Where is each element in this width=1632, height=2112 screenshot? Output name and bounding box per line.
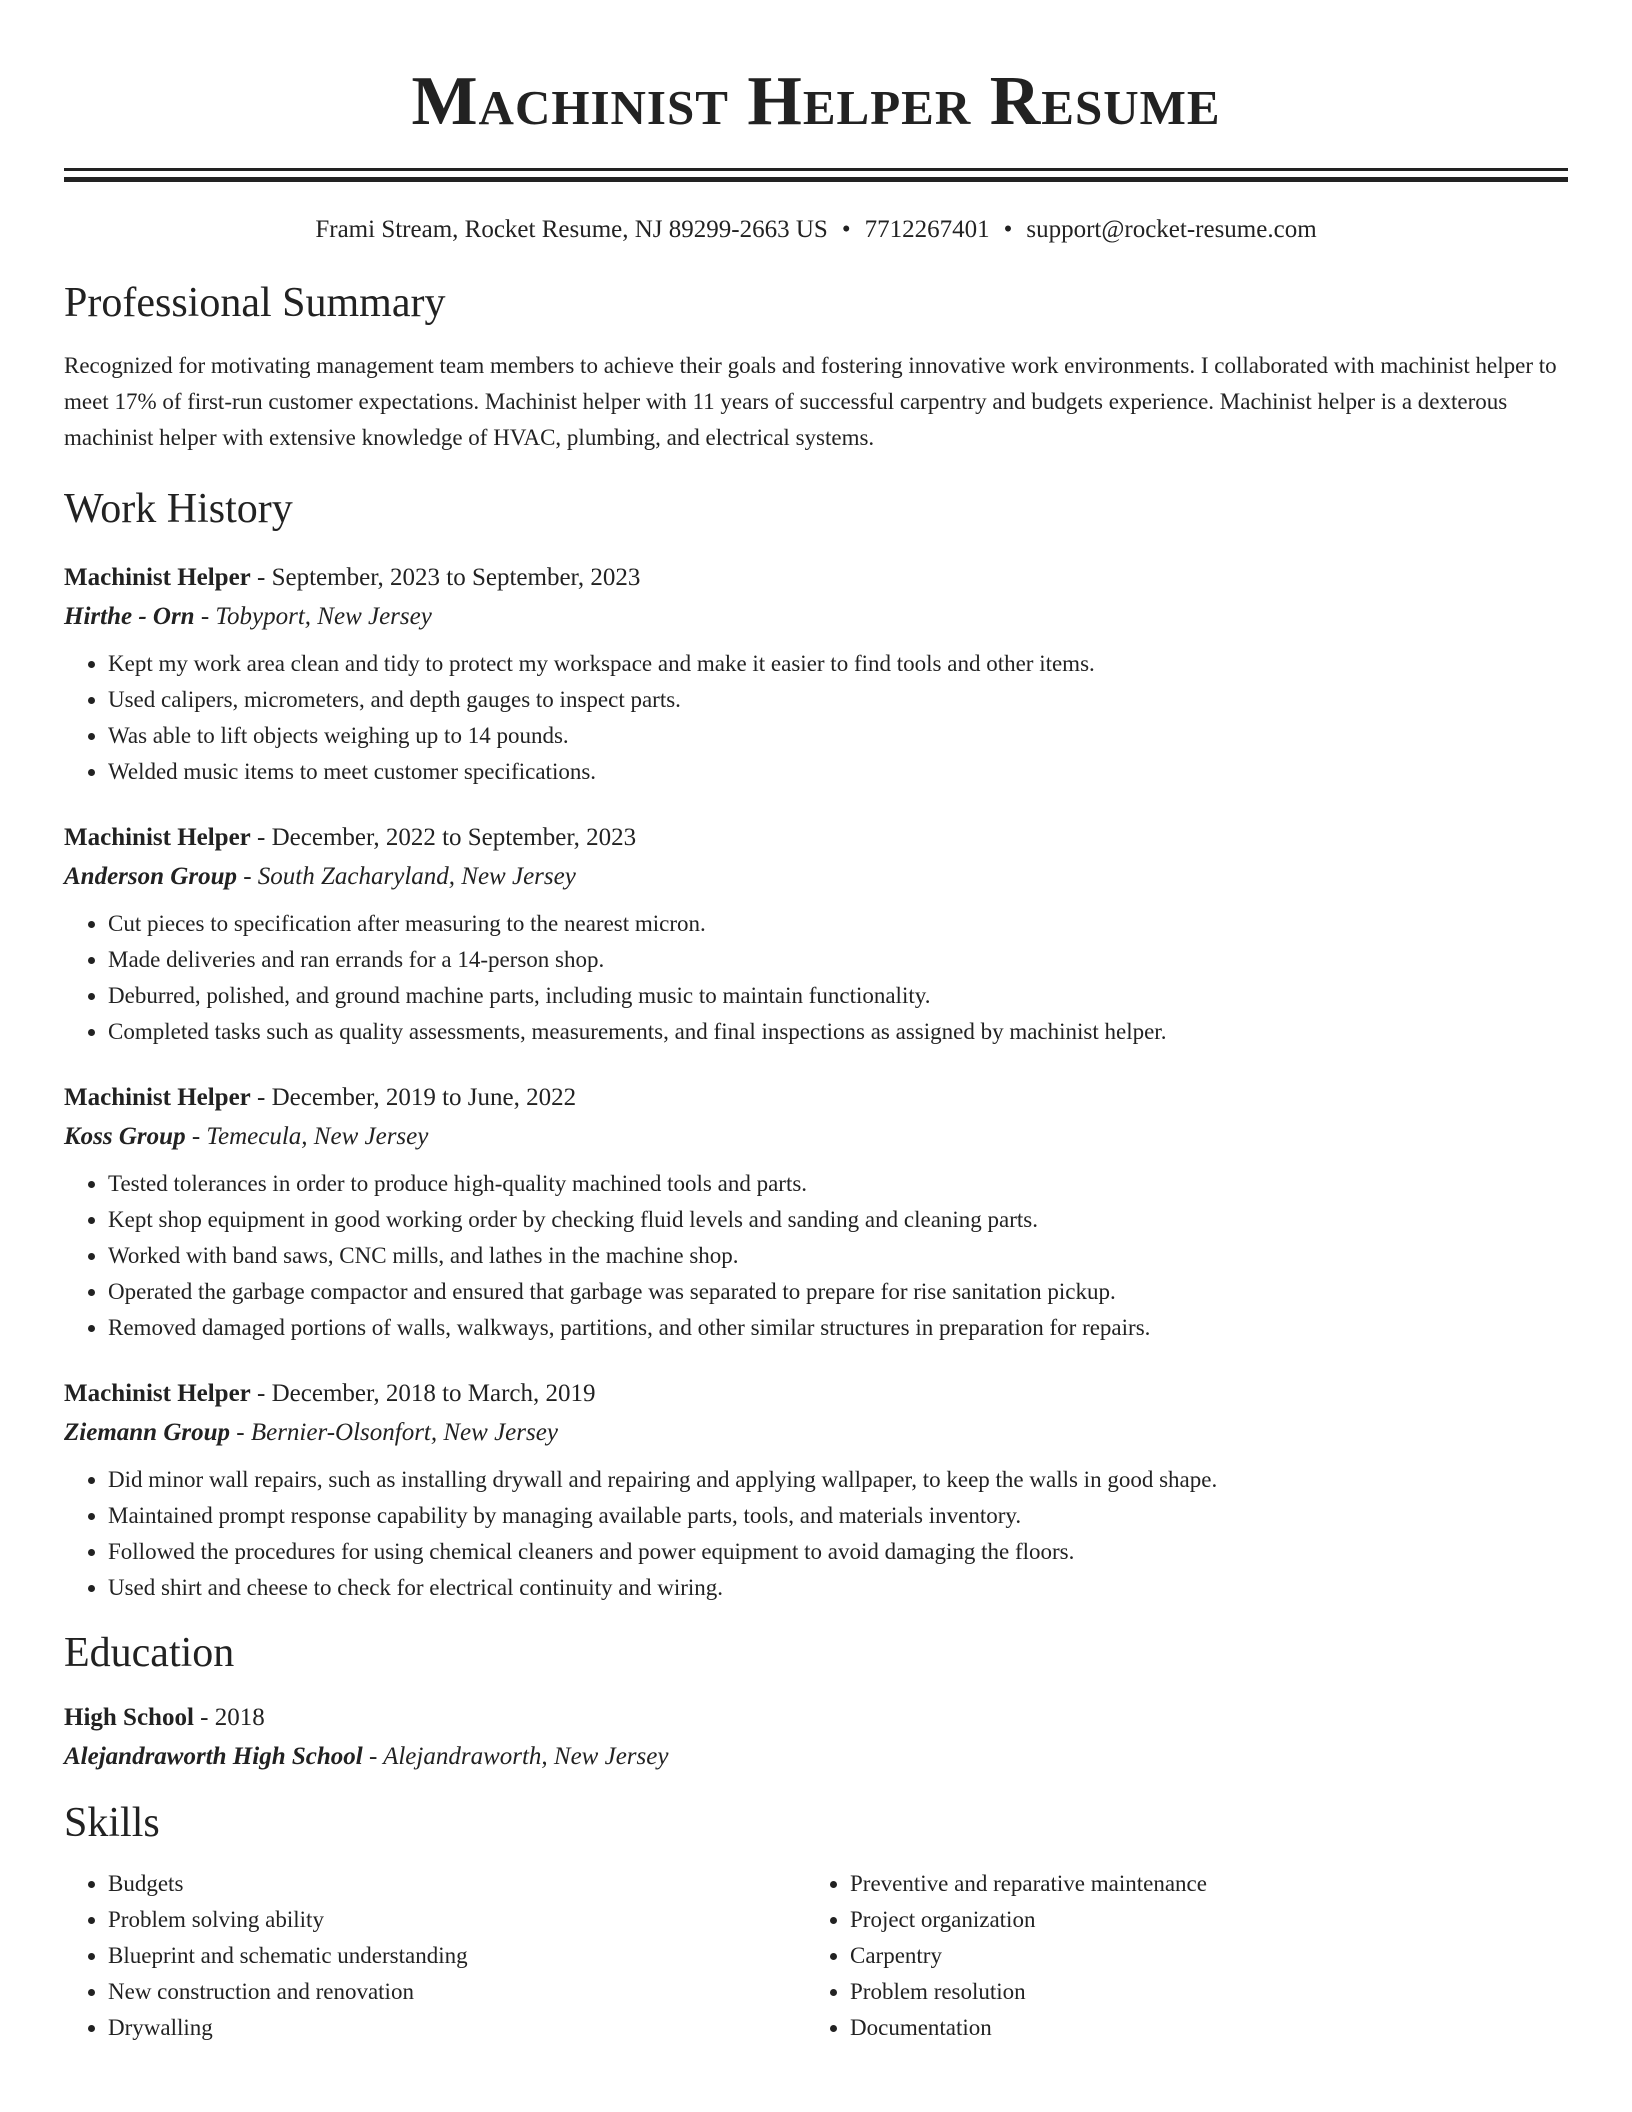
education-location: - Alejandraworth, New Jersey bbox=[362, 1743, 669, 1770]
job-company-line bbox=[64, 1118, 1568, 1156]
work-history-heading: Work History bbox=[64, 486, 293, 532]
job-bullet: • Maintained prompt response capability by managing available parts, tools, and materials inventory. bbox=[108, 1498, 1568, 1534]
skill-item: • Problem solving ability bbox=[108, 1902, 806, 1938]
job-company-line bbox=[64, 858, 1568, 896]
skill-item: • New construction and renovation bbox=[108, 1974, 806, 2010]
skill-item: • Problem resolution bbox=[850, 1974, 1548, 2010]
job-company-line bbox=[64, 598, 1568, 636]
job-title-line bbox=[64, 818, 1568, 858]
skill-item: • Carpentry bbox=[850, 1938, 1548, 1974]
skill-item: • Blueprint and schematic understanding bbox=[108, 1938, 806, 1974]
job-bullet: • Made deliveries and ran errands for a 14-person shop. bbox=[108, 942, 1568, 978]
summary-heading: Professional Summary bbox=[64, 280, 446, 326]
contact-address: Frami Stream, Rocket Resume, NJ 89299-2663 US bbox=[315, 216, 828, 243]
education-heading: Education bbox=[64, 1630, 235, 1676]
resume-title: Machinist Helper Resume bbox=[411, 63, 1221, 140]
job-bullet-list bbox=[64, 1462, 1568, 1606]
title-divider-top bbox=[64, 168, 1568, 171]
education-school: Alejandraworth High School bbox=[64, 1743, 363, 1770]
contact-separator: • bbox=[1003, 216, 1013, 243]
contact-phone: 7712267401 bbox=[864, 216, 990, 243]
job-bullet: • Was able to lift objects weighing up to 14 pounds. bbox=[108, 718, 1568, 754]
skills-column-left bbox=[64, 1866, 806, 2046]
job-bullet: • Kept my work area clean and tidy to protect my workspace and make it easier to find tools and other items. bbox=[108, 646, 1568, 682]
skill-item: • Project organization bbox=[850, 1902, 1548, 1938]
job-company: Anderson Group bbox=[64, 863, 237, 890]
skills-heading: Skills bbox=[64, 1800, 160, 1846]
skill-item: • Drywalling bbox=[108, 2010, 806, 2046]
job-title-line bbox=[64, 558, 1568, 598]
education-school-line bbox=[64, 1738, 1568, 1776]
job-dates: - December, 2018 to March, 2019 bbox=[250, 1380, 596, 1407]
job-title-line bbox=[64, 1374, 1568, 1414]
job-bullet: • Did minor wall repairs, such as installing drywall and repairing and applying wallpaper, to keep the walls in good shape. bbox=[108, 1462, 1568, 1498]
contact-line bbox=[64, 212, 1568, 248]
education-entry bbox=[64, 1698, 1568, 1776]
work-history-list bbox=[64, 558, 1568, 1606]
resume-page bbox=[64, 0, 1568, 2046]
skill-item: • Budgets bbox=[108, 1866, 806, 1902]
job-bullet: • Completed tasks such as quality assessments, measurements, and final inspections as assigned by machinist helper. bbox=[108, 1014, 1568, 1050]
contact-email: support@rocket-resume.com bbox=[1026, 216, 1317, 243]
job-bullet-list bbox=[64, 1166, 1568, 1346]
job-bullet: • Tested tolerances in order to produce high-quality machined tools and parts. bbox=[108, 1166, 1568, 1202]
job-company-line bbox=[64, 1414, 1568, 1452]
job-entry bbox=[64, 1078, 1568, 1346]
skills-column-right bbox=[806, 1866, 1548, 2046]
job-bullet: • Kept shop equipment in good working order by checking fluid levels and sanding and cleaning parts. bbox=[108, 1202, 1568, 1238]
job-entry bbox=[64, 818, 1568, 1050]
job-company: Ziemann Group bbox=[64, 1419, 231, 1446]
job-title: Machinist Helper bbox=[64, 1084, 251, 1111]
job-bullet: • Used shirt and cheese to check for electrical continuity and wiring. bbox=[108, 1570, 1568, 1606]
job-title-line bbox=[64, 1078, 1568, 1118]
job-bullet: • Used calipers, micrometers, and depth gauges to inspect parts. bbox=[108, 682, 1568, 718]
job-bullet: • Worked with band saws, CNC mills, and lathes in the machine shop. bbox=[108, 1238, 1568, 1274]
job-bullet: • Operated the garbage compactor and ensured that garbage was separated to prepare for rise sanitation pickup. bbox=[108, 1274, 1568, 1310]
job-bullet: • Followed the procedures for using chemical cleaners and power equipment to avoid damaging the floors. bbox=[108, 1534, 1568, 1570]
title-divider-bottom bbox=[64, 177, 1568, 182]
education-degree-line bbox=[64, 1698, 1568, 1738]
job-dates: - December, 2022 to September, 2023 bbox=[250, 824, 637, 851]
job-title: Machinist Helper bbox=[64, 564, 251, 591]
job-dates: - September, 2023 to September, 2023 bbox=[250, 564, 641, 591]
skill-item: • Documentation bbox=[850, 2010, 1548, 2046]
job-bullet: • Removed damaged portions of walls, walkways, partitions, and other similar structures in preparation for repairs. bbox=[108, 1310, 1568, 1346]
job-entry bbox=[64, 558, 1568, 790]
job-company: Hirthe - Orn bbox=[64, 603, 195, 630]
job-bullet: • Cut pieces to specification after measuring to the nearest micron. bbox=[108, 906, 1568, 942]
job-title: Machinist Helper bbox=[64, 824, 251, 851]
job-entry bbox=[64, 1374, 1568, 1606]
job-location: - South Zacharyland, New Jersey bbox=[236, 863, 576, 890]
skill-item: • Preventive and reparative maintenance bbox=[850, 1866, 1548, 1902]
education-degree: High School bbox=[64, 1704, 194, 1731]
job-dates: - December, 2019 to June, 2022 bbox=[250, 1084, 577, 1111]
job-bullet-list bbox=[64, 646, 1568, 790]
job-location: - Tobyport, New Jersey bbox=[194, 603, 432, 630]
job-location: - Bernier-Olsonfort, New Jersey bbox=[230, 1419, 558, 1446]
job-location: - Temecula, New Jersey bbox=[185, 1123, 429, 1150]
job-bullet-list bbox=[64, 906, 1568, 1050]
summary-text: Recognized for motivating management team members to achieve their goals and fostering innovative work environments. I collaborated with machinist helper to meet 17% of first-run customer expectations. Machinist helper with 11 years of successful carpentry and budgets experience. Machinist helper is a dexterous machinist helper with extensive knowledge of HVAC, plumbing, and electrical systems. bbox=[64, 353, 1557, 450]
job-company: Koss Group bbox=[64, 1123, 186, 1150]
education-year: - 2018 bbox=[193, 1704, 265, 1731]
job-title: Machinist Helper bbox=[64, 1380, 251, 1407]
job-bullet: • Welded music items to meet customer specifications. bbox=[108, 754, 1568, 790]
contact-separator: • bbox=[841, 216, 851, 243]
job-bullet: • Deburred, polished, and ground machine parts, including music to maintain functionality. bbox=[108, 978, 1568, 1014]
skills-list bbox=[64, 1866, 1568, 2046]
